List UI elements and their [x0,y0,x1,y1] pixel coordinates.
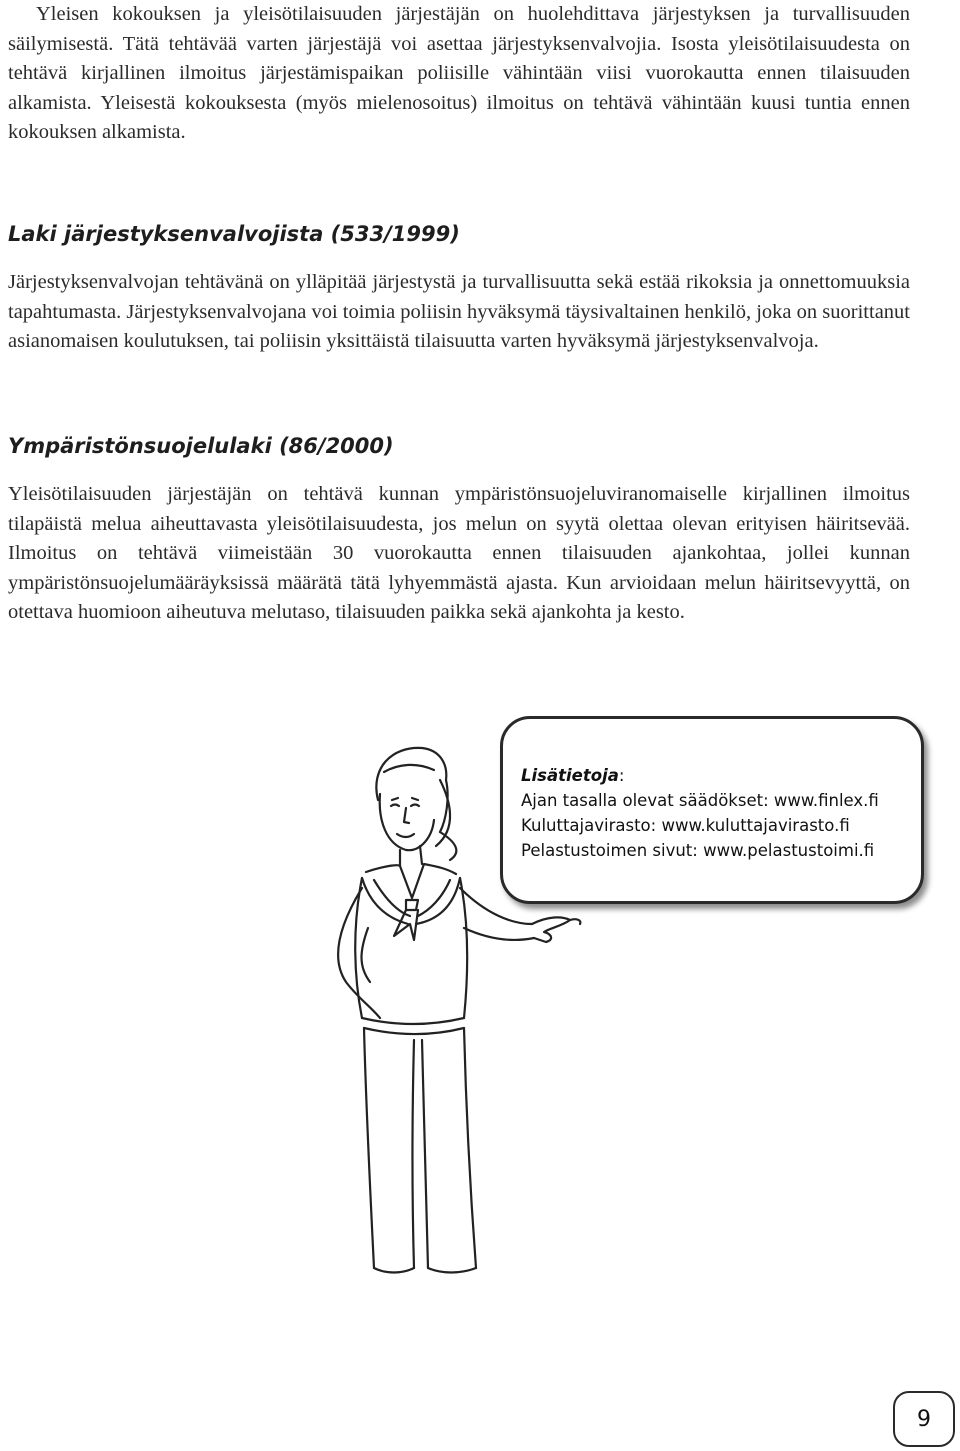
laki-paragraph: Järjestyksenvalvojan tehtävänä on ylläpitää järjestystä ja turvallisuutta sekä estää rikoksia ja onnettomuuksia tapahtumasta. Järjestyksenvalvojana voi toimia poliisin hyväksymä täysivaltainen henkilö, joka on suorittanut asianomaisen koulutuksen, tai poliisin yksittäistä tilaisuutta varten hyväksymä järjestyksenvalvoja. [8,271,910,352]
intro-paragraph [8,0,910,148]
info-box [500,716,924,904]
page-number: 9 [893,1391,955,1447]
info-box-title: Lisätietoja [521,766,619,785]
info-link-kuluttajavirasto[interactable]: Kuluttajavirasto: www.kuluttajavirasto.fi [521,816,850,835]
info-box-title-colon: : [618,766,625,785]
heading-laki-jarjestyksenvalvojista: Laki järjestyksenvalvojista (533/1999) [8,222,460,246]
info-link-pelastustoimi[interactable]: Pelastustoimen sivut: www.pelastustoimi.fi [521,841,875,860]
ymparisto-paragraph: Yleisötilaisuuden järjestäjän on tehtävä kunnan ympäristönsuojeluviranomaiselle kirjallinen ilmoitus tilapäistä melua aiheuttavasta yleisötilaisuudesta, jos melun on syytä olettaa olevan erityisen häiritsevää. Ilmoitus on tehtävä viimeistään 30 vuorokautta ennen tilaisuuden ajankohtaa, jollei kunnan ympäristönsuojelumääräyksissä määrätä tätä lyhyemmästä ajasta. Kun arvioidaan melun häiritsevyyttä, on otettava huomioon aiheutuva melutaso, tilaisuuden paikka sekä ajankohta ja kesto. [8,483,910,623]
intro-paragraph-text: Yleisen kokouksen ja yleisötilaisuuden järjestäjän on huolehdittava järjestyksen ja turvallisuuden säilymisestä. Tätä tehtävää varten järjestäjä voi asettaa järjestyksenvalvojia. Isosta yleisötilaisuudesta on tehtävä kirjallinen ilmoitus järjestämispaikan poliisille vähintään viisi vuorokautta ennen tilaisuuden alkamista. Yleisestä kokouksesta (myös mielenosoitus) ilmoitus on tehtävä vähintään kuusi tuntia ennen kokouksen alkamista. [8,3,910,143]
info-box-heading [521,763,921,788]
info-link-finlex[interactable]: Ajan tasalla olevat säädökset: www.finlex.fi [521,791,879,810]
heading-ymparistonsuojelulaki: Ympäristönsuojelulaki (86/2000) [8,434,394,458]
